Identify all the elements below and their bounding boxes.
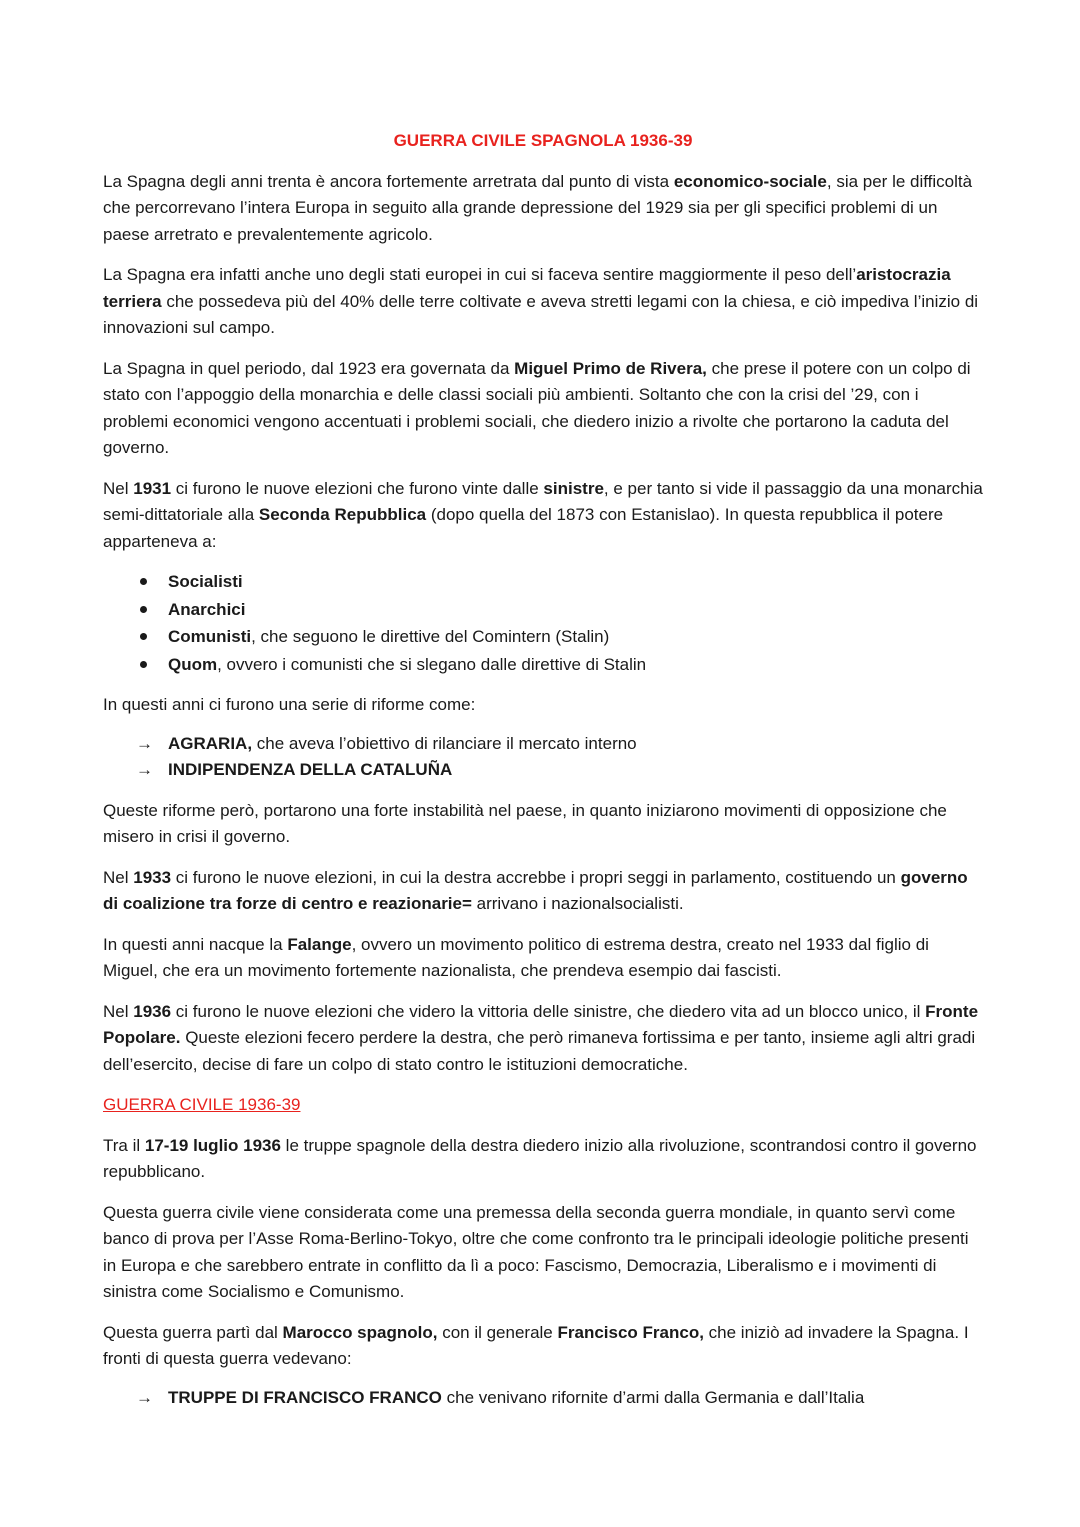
text: , ovvero i comunisti che si slegano dalle direttive di Stalin bbox=[217, 654, 647, 674]
text: La Spagna era infatti anche uno degli stati europei in cui si faceva sentire maggiormente il peso dell’ bbox=[103, 265, 857, 284]
text: Nel bbox=[103, 1001, 134, 1021]
text: , ovvero un movimento politico di estrema destra, creato nel 1933 dal figlio di Miguel, che era un movimento fortemente nazionalista, che prendeva esempio dai fascisti. bbox=[103, 934, 929, 980]
list-item bbox=[103, 568, 983, 596]
paragraph-1931 bbox=[103, 476, 983, 556]
paragraph-1936 bbox=[103, 999, 983, 1079]
arrow-right-icon: → bbox=[136, 1387, 153, 1407]
bold-text: Miguel Primo de Rivera, bbox=[514, 358, 707, 378]
bold-text: 1931 bbox=[133, 478, 172, 498]
paragraph-aristocracy bbox=[103, 262, 983, 342]
arrow-right-icon: → bbox=[136, 733, 153, 753]
text: ci furono le nuove elezioni che videro la vittoria delle sinistre, che diedero vita ad un blocco unico, il bbox=[171, 1001, 926, 1021]
bold-text: sinistre bbox=[543, 478, 604, 498]
bold-text: 17-19 luglio 1936 bbox=[144, 1135, 281, 1155]
text: , che seguono le direttive del Comintern (Stalin) bbox=[251, 627, 610, 646]
paragraph-falange bbox=[103, 932, 983, 985]
paragraph-intro bbox=[103, 169, 983, 249]
bold-text: TRUPPE DI FRANCISCO FRANCO bbox=[168, 1387, 442, 1407]
text: La Spagna in quel periodo, dal 1923 era governata da bbox=[103, 358, 515, 378]
paragraph-july-1936 bbox=[103, 1133, 983, 1186]
bold-text: Marocco spagnolo, bbox=[282, 1322, 438, 1342]
bold-text: Fronte Popolare. bbox=[103, 1001, 979, 1047]
bold-text: 1933 bbox=[133, 867, 172, 887]
text: che venivano rifornite d’armi dalla Germania e dall’Italia bbox=[441, 1387, 865, 1407]
bold-text: AGRARIA, bbox=[168, 733, 253, 753]
section-heading: GUERRA CIVILE 1936-39 bbox=[103, 1095, 301, 1114]
text: che iniziò ad invadere la Spagna. I fronti di questa guerra vedevano: bbox=[103, 1322, 969, 1368]
text: Nel bbox=[103, 478, 134, 498]
bold-text: Anarchici bbox=[168, 599, 246, 619]
powers-list bbox=[103, 568, 983, 678]
list-item bbox=[103, 757, 983, 784]
list-item bbox=[103, 651, 983, 679]
text: In questi anni nacque la bbox=[103, 934, 288, 954]
bold-text: INDIPENDENZA DELLA CATALUÑA bbox=[168, 760, 453, 779]
bold-text: Francisco Franco, bbox=[557, 1322, 704, 1342]
bold-text: Comunisti bbox=[168, 627, 252, 646]
paragraph-premise: Questa guerra civile viene considerata come una premessa della seconda guerra mondiale, in quanto servì come banco di prova per l’Asse Roma-Berlino-Tokyo, oltre che come confronto tra le principali ideologie politiche presenti in Europa e che sarebbero entrate in conflitto da lì a poco: Fascismo, Democrazia, Liberalismo e i movimenti di sinistra come Socialismo e Comunismo. bbox=[103, 1202, 969, 1301]
text: con il generale bbox=[437, 1322, 558, 1342]
text: Tra il bbox=[103, 1135, 145, 1155]
text: Questa guerra partì dal bbox=[103, 1322, 283, 1342]
text: La Spagna degli anni trenta è ancora fortemente arretrata dal punto di vista bbox=[103, 171, 674, 191]
bold-text: Seconda Repubblica bbox=[258, 505, 427, 524]
paragraph-reforms-intro: In questi anni ci furono una serie di riforme come: bbox=[103, 695, 476, 714]
arrow-right-icon: → bbox=[136, 760, 153, 779]
list-item bbox=[103, 596, 983, 624]
list-item bbox=[103, 731, 983, 758]
text: (dopo quella del 1873 con Estanislao). In questa repubblica il potere apparteneva a: bbox=[103, 505, 944, 551]
text: Queste elezioni fecero perdere la destra, che però rimaneva fortissima e per tanto, insieme agli altri gradi dell’esercito, decise di fare un colpo di stato contro le istituzioni democratiche. bbox=[103, 1028, 976, 1074]
text: che possedeva più del 40% delle terre coltivate e aveva stretti legami con la chiesa, e ciò impediva l’inizio di innovazioni sul campo. bbox=[103, 291, 979, 337]
document-title: GUERRA CIVILE SPAGNOLA 1936-39 bbox=[393, 131, 693, 150]
text: , e per tanto si vide il passaggio da una monarchia semi-dittatoriale alla bbox=[103, 478, 983, 524]
bold-text: Socialisti bbox=[168, 572, 243, 591]
paragraph-1933 bbox=[103, 865, 983, 918]
paragraph-primo-de-rivera bbox=[103, 356, 983, 462]
bold-text: Falange bbox=[287, 934, 352, 954]
list-item bbox=[103, 1385, 983, 1412]
text: che prese il potere con un colpo di stato con l’appoggio della monarchia e delle classi sociali più ambienti. Soltanto che con la crisi del ’29, con i problemi economici vengono accentuati i problemi sociali, che diedero inizio a rivolte che portarono la caduta del governo. bbox=[103, 358, 971, 457]
reforms-list bbox=[103, 731, 983, 784]
text: arrivano i nazionalsocialisti. bbox=[471, 894, 684, 913]
text: , sia per le difficoltà che percorrevano l’intera Europa in seguito alla grande depressione del 1929 sia per gli specifici problemi di un paese arretrato e prevalentemente agricolo. bbox=[103, 171, 973, 244]
document-page bbox=[103, 128, 983, 1425]
bold-text: governo di coalizione tra forze di centro e reazionarie= bbox=[103, 867, 968, 913]
fronts-list bbox=[103, 1385, 983, 1412]
paragraph-morocco bbox=[103, 1320, 983, 1373]
text: ci furono le nuove elezioni che furono vinte dalle bbox=[171, 478, 544, 498]
text: Nel bbox=[103, 867, 134, 887]
text: ci furono le nuove elezioni, in cui la destra accrebbe i propri seggi in parlamento, costituendo un bbox=[171, 867, 901, 887]
bold-text: 1936 bbox=[133, 1001, 172, 1021]
bold-text: economico-sociale bbox=[673, 171, 827, 191]
paragraph-instability: Queste riforme però, portarono una forte instabilità nel paese, in quanto iniziarono movimenti di opposizione che misero in crisi il governo. bbox=[103, 800, 947, 846]
text: le truppe spagnole della destra diedero inizio alla rivoluzione, scontrandosi contro il governo repubblicano. bbox=[103, 1135, 977, 1181]
bold-text: aristocrazia terriera bbox=[103, 265, 951, 311]
list-item bbox=[103, 623, 983, 651]
bold-text: Quom bbox=[168, 654, 218, 674]
text: che aveva l’obiettivo di rilanciare il mercato interno bbox=[252, 733, 637, 753]
